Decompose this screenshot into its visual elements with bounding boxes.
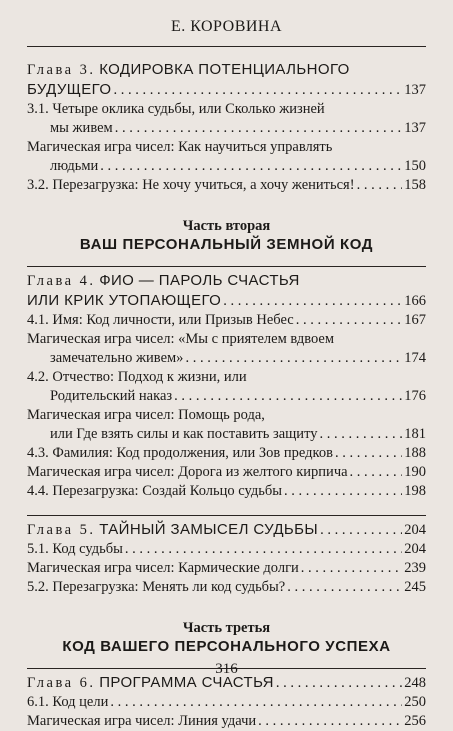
page-ref: 166 bbox=[404, 293, 426, 309]
chapter-title: КОДИРОВКА ПОТЕНЦИАЛЬНОГО bbox=[99, 61, 350, 78]
running-header: Е. КОРОВИНА bbox=[170, 18, 283, 35]
page-ref: 167 bbox=[404, 312, 426, 328]
toc-entry bbox=[27, 311, 426, 330]
entry-text: 4.1. Имя: Код личности, или Призыв Небес bbox=[27, 312, 294, 328]
page-ref: 181 bbox=[404, 426, 426, 442]
dot-leader bbox=[100, 157, 402, 176]
page-ref: 245 bbox=[404, 579, 426, 595]
entry-text: 4.2. Отчество: Подход к жизни, или bbox=[27, 369, 247, 385]
entry-text-cont: Родительский наказ bbox=[50, 388, 173, 404]
entry-text: 4.3. Фамилия: Код продолжения, или Зов предков bbox=[27, 445, 333, 461]
dot-leader bbox=[284, 482, 402, 501]
dot-leader bbox=[296, 311, 403, 330]
page-ref: 176 bbox=[404, 388, 426, 404]
chapter-label: Глава 6. bbox=[27, 675, 96, 691]
part-2-heading bbox=[27, 217, 426, 255]
entry-text: 3.1. Четыре оклика судьбы, или Сколько жизней bbox=[27, 101, 325, 117]
toc-entry bbox=[27, 712, 426, 731]
entry-text: Магическая игра чисел: Линия удачи bbox=[27, 713, 257, 729]
entry-text: Магическая игра чисел: «Мы с приятелем вдвоем bbox=[27, 331, 335, 347]
entry-text: Магическая игра чисел: Помощь рода, bbox=[27, 407, 265, 423]
chapter-4-heading bbox=[27, 271, 426, 311]
page-ref: 239 bbox=[404, 560, 426, 576]
entry-text-cont: мы живем bbox=[50, 120, 113, 136]
toc-entry bbox=[27, 444, 426, 463]
toc-entry bbox=[27, 578, 426, 597]
toc-entry bbox=[27, 463, 426, 482]
toc-entry bbox=[27, 406, 426, 444]
dot-leader bbox=[357, 176, 403, 195]
dot-leader bbox=[319, 425, 402, 444]
entry-text: Магическая игра чисел: Дорога из желтого кирпича bbox=[27, 464, 348, 480]
page-ref: 250 bbox=[404, 694, 426, 710]
toc-entry bbox=[27, 176, 426, 195]
toc-entry bbox=[27, 330, 426, 368]
toc-entry bbox=[27, 482, 426, 501]
toc-entry bbox=[27, 540, 426, 559]
page-number: 316 bbox=[215, 661, 238, 677]
toc-entry bbox=[27, 138, 426, 176]
page-ref: 190 bbox=[404, 464, 426, 480]
entry-text-cont: или Где взять силы и как поставить защиту bbox=[50, 426, 318, 442]
page-ref: 198 bbox=[404, 483, 426, 499]
dot-leader bbox=[287, 578, 402, 597]
page-ref: 158 bbox=[404, 177, 426, 193]
page-ref: 204 bbox=[404, 522, 426, 538]
header-rule bbox=[27, 46, 426, 47]
dot-leader bbox=[223, 292, 402, 311]
dot-leader bbox=[110, 693, 402, 712]
dot-leader bbox=[174, 387, 402, 406]
dot-leader bbox=[185, 349, 402, 368]
page-ref: 174 bbox=[404, 350, 426, 366]
toc-entry bbox=[27, 100, 426, 138]
entry-text: 5.1. Код судьбы bbox=[27, 541, 123, 557]
entry-text: 6.1. Код цели bbox=[27, 694, 109, 710]
entry-text-cont: людьми bbox=[50, 158, 99, 174]
chapter-label: Глава 3. bbox=[27, 62, 96, 78]
dot-leader bbox=[320, 521, 402, 540]
chapter-title: ТАЙНЫЙ ЗАМЫСЕЛ СУДЬБЫ bbox=[99, 521, 319, 538]
entry-text: 4.4. Перезагрузка: Создай Кольцо судьбы bbox=[27, 483, 282, 499]
entry-text: Магическая игра чисел: Кармические долги bbox=[27, 560, 299, 576]
part-label: Часть третья bbox=[182, 620, 271, 636]
toc-entry bbox=[27, 368, 426, 406]
entry-text: 3.2. Перезагрузка: Не хочу учиться, а хочу жениться! bbox=[27, 177, 355, 193]
dot-leader bbox=[125, 540, 402, 559]
part-3-heading bbox=[27, 619, 426, 657]
dot-leader bbox=[113, 81, 402, 100]
section-rule bbox=[27, 266, 426, 267]
chapter-5-heading bbox=[27, 520, 426, 540]
table-of-contents bbox=[27, 60, 426, 731]
page-ref: 137 bbox=[404, 120, 426, 136]
part-title: КОД ВАШЕГО ПЕРСОНАЛЬНОГО УСПЕХА bbox=[62, 638, 391, 655]
toc-entry bbox=[27, 693, 426, 712]
chapter-label: Глава 4. bbox=[27, 273, 96, 289]
dot-leader bbox=[258, 712, 402, 731]
chapter-title: ФИО — ПАРОЛЬ СЧАСТЬЯ bbox=[99, 272, 300, 289]
dot-leader bbox=[115, 119, 403, 138]
part-title: ВАШ ПЕРСОНАЛЬНЫЙ ЗЕМНОЙ КОД bbox=[79, 236, 374, 253]
page-ref: 137 bbox=[404, 82, 426, 98]
page-ref: 248 bbox=[404, 675, 426, 691]
page-ref: 188 bbox=[404, 445, 426, 461]
entry-text: 5.2. Перезагрузка: Менять ли код судьбы? bbox=[27, 579, 286, 595]
dot-leader bbox=[301, 559, 402, 578]
chapter-title-cont: БУДУЩЕГО bbox=[27, 81, 112, 98]
toc-entry bbox=[27, 559, 426, 578]
dot-leader bbox=[335, 444, 402, 463]
chapter-3-heading bbox=[27, 60, 426, 100]
page-ref: 256 bbox=[404, 713, 426, 729]
section-rule bbox=[27, 515, 426, 516]
part-label: Часть вторая bbox=[182, 218, 271, 234]
chapter-title: ПРОГРАММА СЧАСТЬЯ bbox=[99, 674, 274, 691]
chapter-label: Глава 5. bbox=[27, 522, 96, 538]
chapter-title-cont: ИЛИ КРИК УТОПАЮЩЕГО bbox=[27, 292, 222, 309]
entry-text-cont: замечательно живем» bbox=[50, 350, 184, 366]
page-ref: 150 bbox=[404, 158, 426, 174]
page-ref: 204 bbox=[404, 541, 426, 557]
dot-leader bbox=[350, 463, 403, 482]
entry-text: Магическая игра чисел: Как научиться управлять bbox=[27, 139, 333, 155]
